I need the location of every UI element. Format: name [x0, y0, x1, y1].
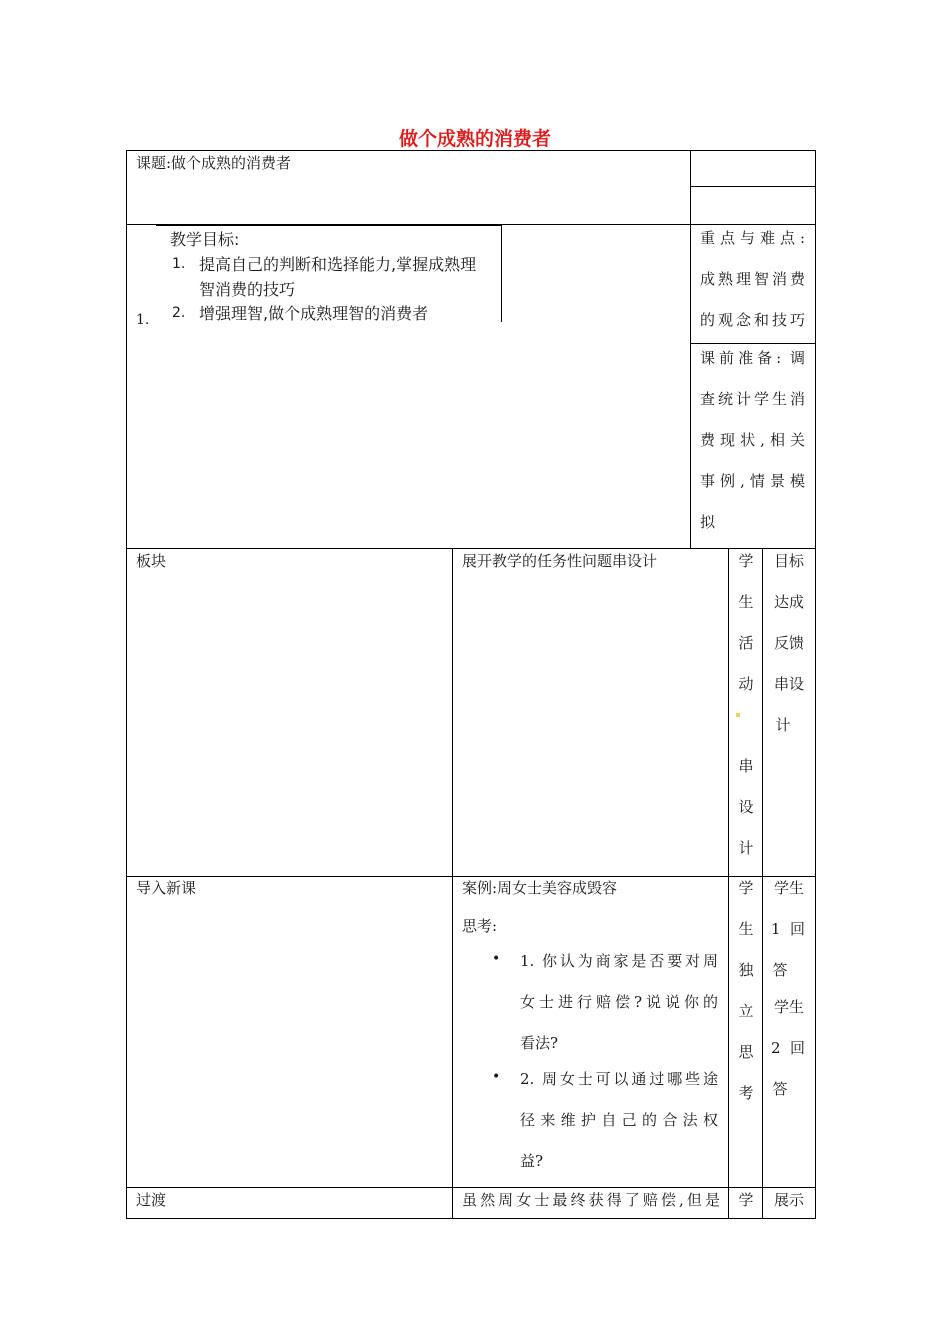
goal-feedback: 展示: [773, 1191, 804, 1209]
row-section-label: 过渡: [136, 1191, 167, 1209]
bullet-icon: •: [492, 951, 501, 967]
row-section-label: 导入新课: [136, 879, 197, 897]
question-line: 2. 周女士可以通过哪些途: [520, 1070, 718, 1088]
marker-dot: [736, 713, 740, 717]
objective-text: 增强理智,做个成熟理智的消费者: [199, 304, 429, 323]
divider: [156, 225, 502, 226]
key-points-line: 成熟理智消费: [700, 270, 805, 288]
think-label: 思考:: [462, 917, 498, 935]
question-line: 看法?: [520, 1034, 559, 1052]
preparation-line: 课前准备: 调: [700, 349, 805, 367]
question-line: 1. 你认为商家是否要对周: [520, 952, 718, 970]
question-line: 女士进行赔偿?说说你的: [520, 993, 718, 1011]
divider: [690, 186, 815, 187]
case-text: 案例:周女士美容成毁容: [462, 879, 618, 897]
preparation-line: 拟: [700, 513, 716, 531]
transition-text: 虽然周女士最终获得了赔偿,但是: [462, 1191, 720, 1209]
preparation-line: 费现状,相关: [700, 431, 805, 449]
key-points-line: 的观念和技巧: [700, 311, 805, 329]
divider: [690, 150, 691, 548]
column-header-section: 板块: [136, 552, 167, 570]
question-line: 益?: [520, 1152, 544, 1170]
column-header-task-design: 展开教学的任务性问题串设计: [462, 552, 658, 570]
page-title: 做个成熟的消费者: [398, 128, 551, 150]
bullet-icon: •: [492, 1069, 501, 1085]
objective-number: 2.: [172, 305, 186, 321]
preparation-line: 查统计学生消: [700, 390, 805, 408]
objectives-heading: 教学目标:: [170, 230, 240, 249]
preparation-line: 事例,情景模: [700, 472, 805, 490]
question-line: 径来维护自己的合法权: [520, 1111, 718, 1129]
divider: [452, 548, 453, 1219]
key-points-line: 重点与难点:: [700, 229, 805, 247]
student-activity: 学: [738, 1191, 754, 1209]
table-border-right: [815, 150, 816, 1219]
topic-label: 课题:做个成熟的消费者: [136, 154, 292, 172]
list-number: 1.: [136, 312, 150, 328]
objective-text: 智消费的技巧: [199, 280, 296, 299]
table-border-left: [126, 150, 127, 1219]
objective-number: 1.: [172, 256, 186, 272]
divider: [501, 225, 502, 322]
objective-text: 提高自己的判断和选择能力,掌握成熟理: [199, 255, 477, 274]
